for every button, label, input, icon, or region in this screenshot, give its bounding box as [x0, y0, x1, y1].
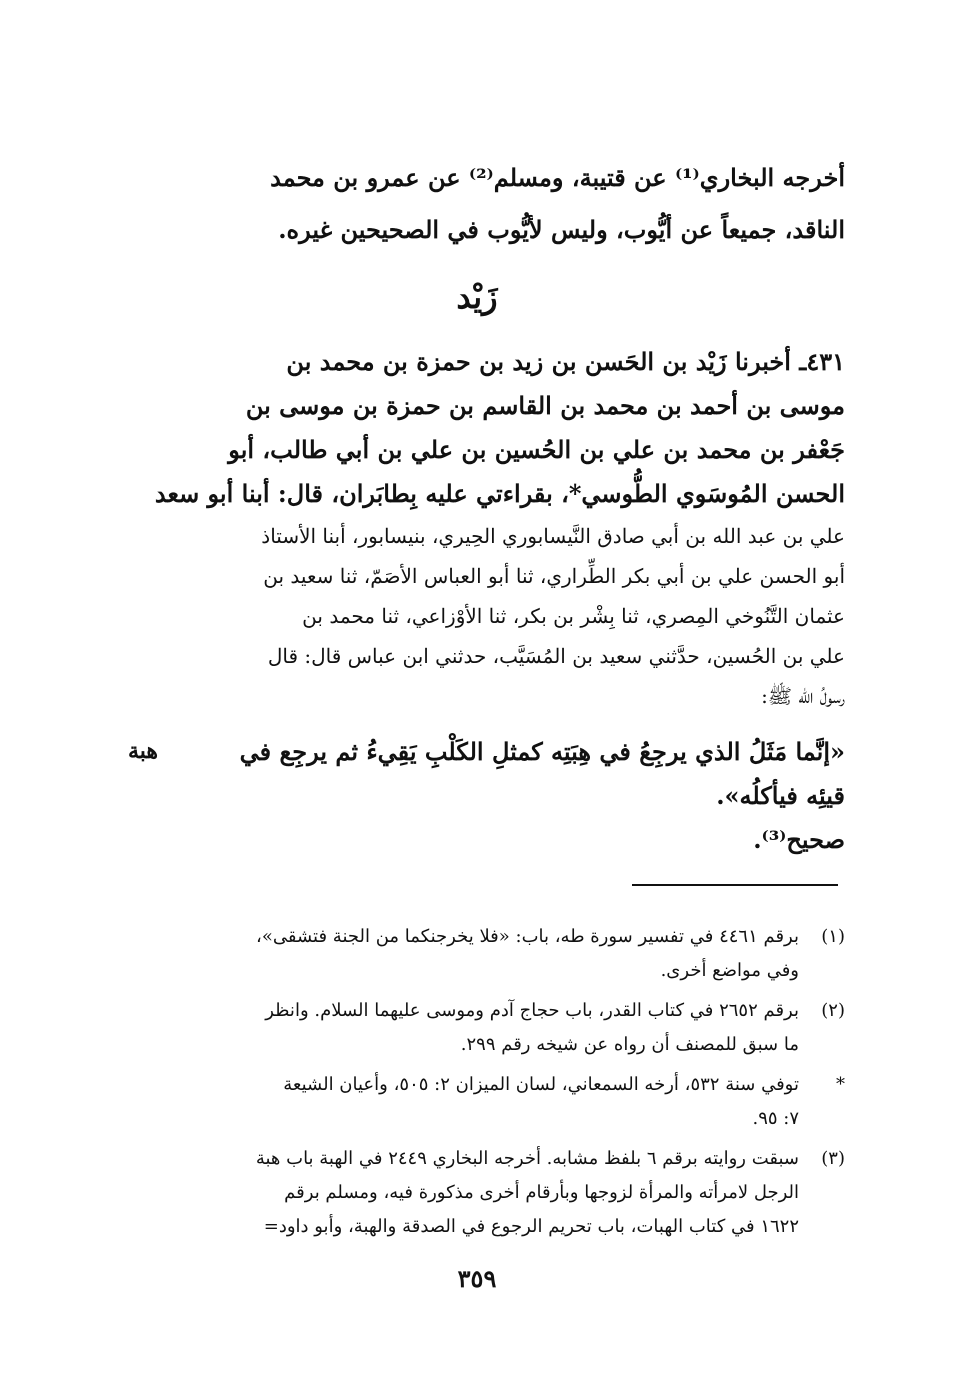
text-line: رسولُ الله ﷺ: — [761, 684, 845, 708]
text-line: برقم ٢٦٥٢ في كتاب القدر، باب حجاج آدم وموسى عليهما السلام. وانظر — [265, 1000, 799, 1021]
text-line: أخرجه البخاري⁽¹⁾ عن قتيبة، ومسلم⁽²⁾ عن عمرو بن محمد — [270, 163, 845, 192]
text-line: ١٦٢٢ في كتاب الهبات، باب تحريم الرجوع في الصدقة والهبة، وأبو داود= — [263, 1216, 799, 1237]
text-line: جَعْفر بن محمد بن علي بن الحُسين بن علي بن أبي طالب، أبو — [228, 435, 845, 464]
text-line: وفي مواضع أخرى. — [660, 960, 799, 981]
grading-verdict: صحيح⁽³⁾. — [753, 825, 845, 854]
text-line: برقم ٤٤٦١ في تفسير سورة طه، باب: «فلا يخرجنكما من الجنة فتشقى»، — [256, 926, 799, 947]
text-line: الحسن المُوسَوي الطُّوسي*، بقراءتي عليه بِطابَران، قال: أبنا أبو سعد — [154, 479, 845, 508]
text-line: توفي سنة ٥٣٢، أرخه السمعاني، لسان الميزان ٢: ٥٠٥، وأعيان الشيعة — [283, 1074, 799, 1095]
text-line: عثمان التَّنُوخي المِصري، ثنا بِشْر بن بكر، ثنا الأوْزاعي، ثنا محمد بن — [302, 604, 845, 628]
text-line: ٧: ٩٥. — [752, 1108, 799, 1129]
footnote — [225, 1142, 845, 1244]
text-line: الناقد، جميعاً عن أيُّوب، وليس لأيُّوب في الصحيحين غيره. — [278, 215, 845, 244]
footnote-mark: (٣) — [821, 1148, 845, 1169]
footnotes — [225, 920, 845, 1250]
footnote — [225, 1068, 845, 1136]
footnote-mark: (١) — [821, 926, 845, 947]
footnote-mark: (٢) — [821, 1000, 845, 1021]
text-line: علي بن الحُسين، حدَّثني سعيد بن المُسَيَّب، حدثني ابن عباس قال: قال — [267, 644, 845, 668]
footnote-separator — [632, 884, 838, 886]
text-line: أبو الحسن علي بن أبي بكر الطِّراري، ثنا أبو العباس الأصَمّ، ثنا سعيد بن — [263, 564, 845, 588]
page-number: ٣٥٩ — [457, 1264, 497, 1293]
footnote-mark: * — [836, 1074, 845, 1095]
text-line: سبقت روايته برقم ٦ بلفظ مشابه. أخرجه البخاري ٢٤٤٩ في الهبة باب هبة — [255, 1148, 799, 1169]
margin-note: هبة — [127, 738, 159, 764]
text-line: قيئِه فيأكلُه». — [716, 781, 845, 810]
section-heading: زَيْد — [456, 278, 498, 316]
footnote — [225, 994, 845, 1062]
hadith-isnad — [154, 340, 845, 716]
text-line: ٤٣١ـ أخبرنا زَيْد بن الحَسن بن زيد بن حمزة بن محمد بن — [286, 347, 845, 376]
hadith-matn — [225, 730, 845, 818]
footnote — [225, 920, 845, 988]
text-line: ما سبق للمصنف أن رواه عن شيخه رقم ٢٩٩. — [460, 1034, 799, 1055]
text-line: «إنَّما مَثَلُ الذي يرجِعُ في هِبَتِه كمثلِ الكَلْبِ يَقِيءُ ثم يرجِع في — [239, 737, 845, 766]
text-line: الرجل لامرأته والمرأة لزوجها وبأرقام أخرى مذكورة فيه، ومسلم برقم — [284, 1182, 799, 1203]
text-line: موسى بن أحمد بن محمد بن القاسم بن حمزة بن موسى بن — [245, 391, 845, 420]
text-line: علي بن عبد الله بن أبي صادق النَّيسابوري الحِيري، بنيسابور، أبنا الأستاذ — [261, 524, 845, 548]
intro-paragraph — [225, 152, 845, 256]
